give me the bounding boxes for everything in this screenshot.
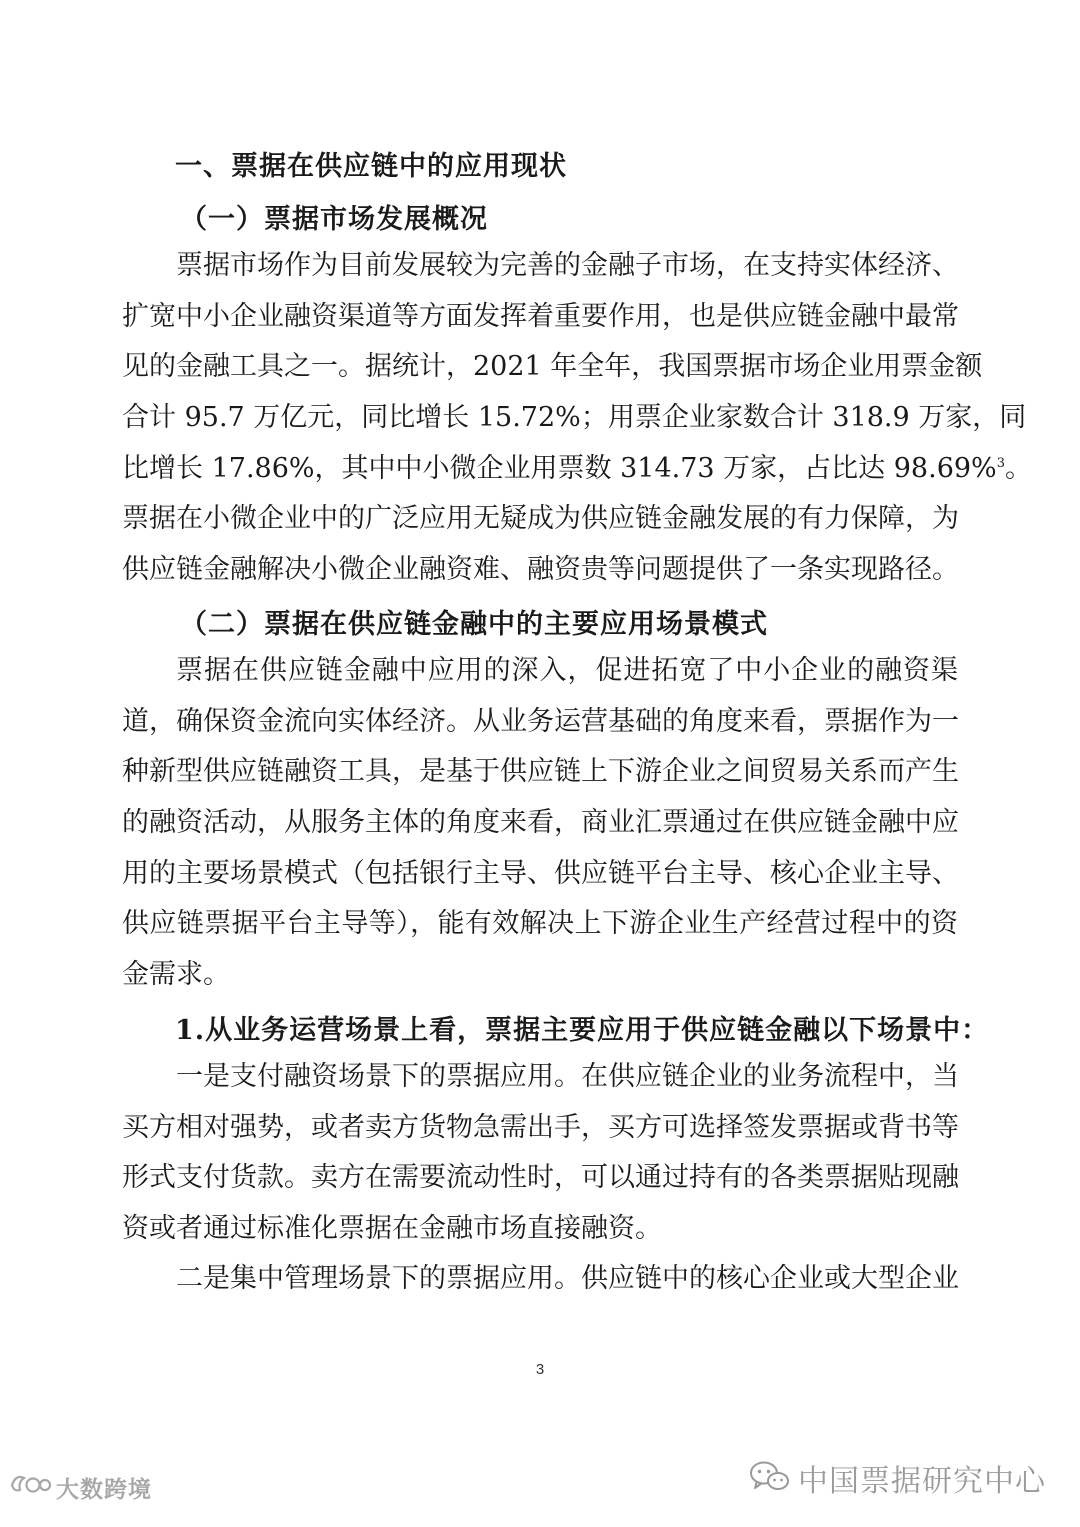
- text-line: 供应链金融解决小微企业融资难、融资贵等问题提供了一条实现路径。: [122, 554, 959, 586]
- paragraph-payment-financing: [122, 1052, 958, 1255]
- paragraph-centralized-management: [122, 1254, 958, 1305]
- text-line-tail: 。: [1005, 452, 1032, 484]
- watermark-left: [8, 1470, 152, 1504]
- text-line: 买方相对强势，或者卖方货物急需出手，买方可选择签发票据或背书等: [122, 1111, 959, 1143]
- watermark-right: [748, 1456, 1046, 1500]
- footnote-marker: 3: [996, 455, 1005, 471]
- watermark-left-text: 大数跨境: [56, 1475, 152, 1502]
- text-line: 票据在小微企业中的广泛应用无疑成为供应链金融发展的有力保障，为: [122, 503, 959, 535]
- page-number: 3: [535, 1361, 545, 1378]
- text-line: 的融资活动，从服务主体的角度来看，商业汇票通过在供应链金融中应: [122, 807, 959, 839]
- watermark-right-text: 中国票据研究中心: [798, 1465, 1046, 1498]
- text-line: 金需求。: [122, 959, 230, 991]
- text-line: 道，确保资金流向实体经济。从业务运营基础的角度来看，票据作为一: [122, 705, 959, 737]
- text-line: 种新型供应链融资工具，是基于供应链上下游企业之间贸易关系而产生: [122, 756, 959, 788]
- text-line: 扩宽中小企业融资渠道等方面发挥着重要作用，也是供应链金融中最常: [122, 300, 959, 332]
- text-line: 形式支付货款。卖方在需要流动性时，可以通过持有的各类票据贴现融: [122, 1162, 959, 1194]
- brand-logo-icon: [8, 1470, 52, 1504]
- text-line: [122, 444, 1032, 495]
- subsection-heading-2: （二）票据在供应链金融中的主要应用场景模式: [180, 609, 768, 640]
- text-line-main: 比增长 17.86%，其中中小微企业用票数 314.73 万家，占比达 98.69%: [122, 452, 997, 484]
- text-line: 一是支付融资场景下的票据应用。在供应链企业的业务流程中，当: [176, 1061, 959, 1092]
- paragraph-market-overview: [122, 241, 1032, 596]
- wechat-icon: [748, 1458, 790, 1498]
- text-line: 供应链票据平台主导等），能有效解决上下游企业生产经营过程中的资: [122, 908, 958, 940]
- paragraph-application-scenarios: [122, 646, 958, 1001]
- text-line: 合计 95.7 万亿元，同比增长 15.72%；用票企业家数合计 318.9 万家，同: [122, 402, 1027, 434]
- text-line: 见的金融工具之一。据统计，2021 年全年，我国票据市场企业用票金额: [122, 351, 983, 383]
- text-line: 二是集中管理场景下的票据应用。供应链中的核心企业或大型企业: [176, 1263, 959, 1294]
- text-line: 资或者通过标准化票据在金融市场直接融资。: [122, 1213, 662, 1245]
- text-line: 用的主要场景模式（包括银行主导、供应链平台主导、核心企业主导、: [122, 857, 959, 889]
- text-line: 票据在供应链金融中应用的深入，促进拓宽了中小企业的融资渠: [176, 655, 958, 686]
- point-heading-1: 1.从业务运营场景上看，票据主要应用于供应链金融以下场景中：: [175, 1015, 990, 1046]
- text-line: 票据市场作为目前发展较为完善的金融子市场，在支持实体经济、: [176, 250, 959, 281]
- subsection-heading-1: （一）票据市场发展概况: [180, 204, 488, 235]
- section-heading-1: 一、票据在供应链中的应用现状: [175, 151, 567, 182]
